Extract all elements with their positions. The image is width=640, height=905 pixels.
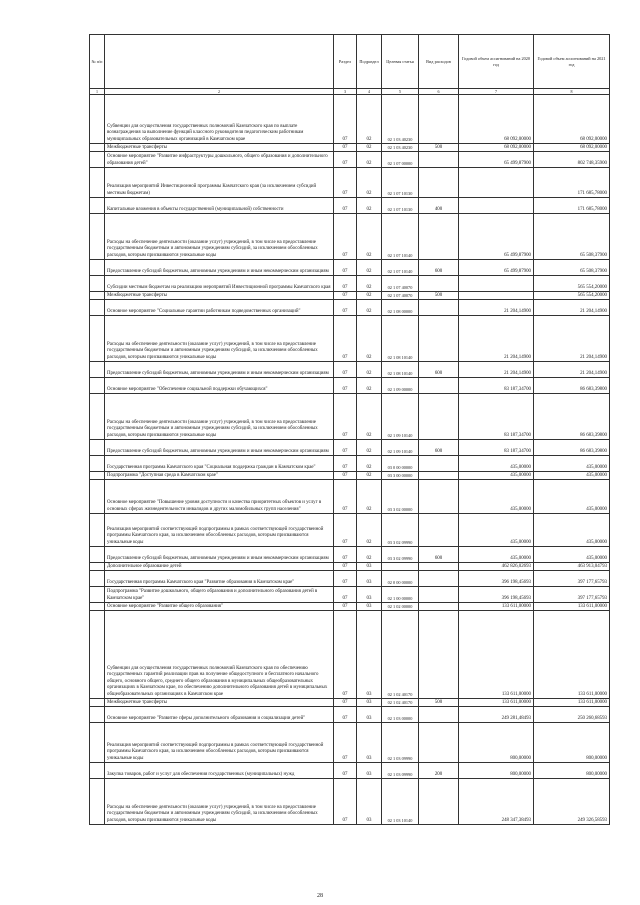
item-name: Предоставление субсидий бюджетным, автономным учреждениям и иным некоммерческим организациям bbox=[105, 440, 334, 456]
num-cell bbox=[90, 763, 105, 779]
target-article-cell: 02 1 03 10140 bbox=[382, 779, 419, 825]
item-name: Предоставление субсидий бюджетным, автономным учреждениям и иным некоммерческим организациям bbox=[105, 362, 334, 378]
amount-2021-cell: 800,00000 bbox=[534, 723, 610, 763]
table-row bbox=[90, 456, 610, 472]
expense-type-cell bbox=[419, 571, 459, 587]
amount-2021-cell: 250 260,68593 bbox=[534, 707, 610, 723]
table-row bbox=[90, 152, 610, 168]
item-name: Дополнительное образование детей bbox=[105, 563, 334, 571]
item-name: Подпрограмма "Доступная среда в Камчатском крае" bbox=[105, 472, 334, 480]
header-podrazdel: Подраздел bbox=[357, 35, 382, 89]
target-article-cell: 02 1 09 10140 bbox=[382, 394, 419, 440]
table-row bbox=[90, 168, 610, 198]
table-row bbox=[90, 394, 610, 440]
target-article-cell: 02 1 07 10130 bbox=[382, 168, 419, 198]
amount-2020-cell: 396 198,45693 bbox=[459, 571, 534, 587]
column-number: 4 bbox=[357, 89, 382, 95]
table-row bbox=[90, 300, 610, 316]
amount-2021-cell: 435,00000 bbox=[534, 547, 610, 563]
amount-2021-cell: 435,00000 bbox=[534, 456, 610, 472]
razdel-cell: 07 bbox=[334, 480, 357, 514]
expense-type-cell bbox=[419, 514, 459, 547]
item-name: Реализация мероприятий Инвестиционной программы Камчатского края (за исключением субсидий местным бюджетам) bbox=[105, 168, 334, 198]
podrazdel-cell: 02 bbox=[357, 292, 382, 300]
amount-2021-cell: 86 683,39800 bbox=[534, 378, 610, 394]
razdel-cell: 07 bbox=[334, 440, 357, 456]
amount-2020-cell bbox=[459, 168, 534, 198]
razdel-cell: 07 bbox=[334, 456, 357, 472]
podrazdel-cell: 02 bbox=[357, 480, 382, 514]
razdel-cell: 07 bbox=[334, 214, 357, 260]
razdel-cell: 07 bbox=[334, 144, 357, 152]
table-row bbox=[90, 587, 610, 603]
podrazdel-cell: 02 bbox=[357, 260, 382, 276]
table-row bbox=[90, 723, 610, 763]
expense-type-cell bbox=[419, 276, 459, 292]
podrazdel-cell: 02 bbox=[357, 168, 382, 198]
podrazdel-cell: 03 bbox=[357, 563, 382, 571]
podrazdel-cell: 02 bbox=[357, 300, 382, 316]
item-name: Расходы на обеспечение деятельности (оказание услуг) учреждений, в том числе на предоставление государственным бюджетным и автономным учреждениям субсидий, за исключением обособленных расходов, которым присваиваются уникальные коды bbox=[105, 394, 334, 440]
num-cell bbox=[90, 611, 105, 699]
item-name: Предоставление субсидий бюджетным, автономным учреждениям и иным некоммерческим организациям bbox=[105, 547, 334, 563]
target-article-cell: 02 1 02 40170 bbox=[382, 699, 419, 707]
expense-type-cell bbox=[419, 480, 459, 514]
target-article-cell: 02 1 07 40070 bbox=[382, 276, 419, 292]
razdel-cell: 07 bbox=[334, 260, 357, 276]
table-row bbox=[90, 198, 610, 214]
amount-2021-cell: 21 204,14900 bbox=[534, 300, 610, 316]
expense-type-cell: 500 bbox=[419, 699, 459, 707]
num-cell bbox=[90, 95, 105, 144]
expense-type-cell: 500 bbox=[419, 144, 459, 152]
item-name: Реализация мероприятий соответствующей подпрограммы в рамках соответствующей государственной программы Камчатского края, за исключением обособленных расходов, которым присваиваются уникальные коды bbox=[105, 514, 334, 547]
amount-2020-cell: 249 281,48493 bbox=[459, 707, 534, 723]
amount-2021-cell: 65 508,37900 bbox=[534, 214, 610, 260]
target-article-cell: 02 1 08 10140 bbox=[382, 316, 419, 362]
razdel-cell: 07 bbox=[334, 300, 357, 316]
header-target-article: Целевая статья bbox=[382, 35, 419, 89]
target-article-cell: 03 0 00 00000 bbox=[382, 456, 419, 472]
expense-type-cell: 400 bbox=[419, 198, 459, 214]
num-cell bbox=[90, 168, 105, 198]
amount-2020-cell: 800,00000 bbox=[459, 723, 534, 763]
table-row bbox=[90, 472, 610, 480]
expense-type-cell bbox=[419, 152, 459, 168]
amount-2020-cell: 133 611,00000 bbox=[459, 611, 534, 699]
amount-2021-cell: 133 611,00000 bbox=[534, 611, 610, 699]
expense-type-cell bbox=[419, 378, 459, 394]
table-row bbox=[90, 563, 610, 571]
amount-2021-cell: 65 508,37900 bbox=[534, 260, 610, 276]
table-row bbox=[90, 763, 610, 779]
target-article-cell: 02 1 09 00000 bbox=[382, 378, 419, 394]
item-name: Основное мероприятие "Развитие сферы дополнительного образования и социализации детей" bbox=[105, 707, 334, 723]
expense-type-cell: 600 bbox=[419, 260, 459, 276]
num-cell bbox=[90, 707, 105, 723]
header-razdel: Раздел bbox=[334, 35, 357, 89]
target-article-cell: 02 1 07 10140 bbox=[382, 260, 419, 276]
target-article-cell: 03 3 02 09990 bbox=[382, 514, 419, 547]
num-cell bbox=[90, 571, 105, 587]
item-name: Подпрограмма "Развитие дошкольного, общего образования и дополнительного образования детей в Камчатском крае" bbox=[105, 587, 334, 603]
num-cell bbox=[90, 547, 105, 563]
target-article-cell: 02 1 07 00000 bbox=[382, 152, 419, 168]
razdel-cell: 07 bbox=[334, 362, 357, 378]
expense-type-cell: 500 bbox=[419, 292, 459, 300]
num-cell bbox=[90, 779, 105, 825]
expense-type-cell: 600 bbox=[419, 547, 459, 563]
amount-2020-cell bbox=[459, 292, 534, 300]
amount-2021-cell: 21 204,14900 bbox=[534, 362, 610, 378]
target-article-cell: 02 1 03 00000 bbox=[382, 707, 419, 723]
item-name: Основное мероприятие "Социальные гарантии работникам подведомственных организаций" bbox=[105, 300, 334, 316]
target-article-cell: 03 3 02 09990 bbox=[382, 547, 419, 563]
column-number: 2 bbox=[105, 89, 334, 95]
table-row bbox=[90, 276, 610, 292]
podrazdel-cell: 02 bbox=[357, 472, 382, 480]
amount-2021-cell: 463 913,04793 bbox=[534, 563, 610, 571]
razdel-cell: 07 bbox=[334, 514, 357, 547]
amount-2021-cell: 21 204,14900 bbox=[534, 316, 610, 362]
expense-type-cell bbox=[419, 316, 459, 362]
item-name: Основное мероприятие "Повышение уровня доступности и качества приоритетных объектов и услуг в основных сферах жизнедеятельности инвалидов и других маломобильных групп населения" bbox=[105, 480, 334, 514]
podrazdel-cell: 02 bbox=[357, 316, 382, 362]
table-row bbox=[90, 292, 610, 300]
razdel-cell: 07 bbox=[334, 699, 357, 707]
page-number: 28 bbox=[317, 893, 323, 899]
podrazdel-cell: 03 bbox=[357, 779, 382, 825]
podrazdel-cell: 02 bbox=[357, 547, 382, 563]
amount-2021-cell: 435,00000 bbox=[534, 480, 610, 514]
item-name: Субвенции для осуществления государственных полномочий Камчатского края по выплате вознаграждения за выполнение функций классного руководителя педагогическим работникам муниципальных образовательных организаций в Камчатском крае bbox=[105, 95, 334, 144]
amount-2021-cell: 800,00000 bbox=[534, 763, 610, 779]
num-cell bbox=[90, 472, 105, 480]
razdel-cell: 07 bbox=[334, 611, 357, 699]
razdel-cell: 07 bbox=[334, 394, 357, 440]
table-row bbox=[90, 571, 610, 587]
razdel-cell: 07 bbox=[334, 563, 357, 571]
item-name: Предоставление субсидий бюджетным, автономным учреждениям и иным некоммерческим организациям bbox=[105, 260, 334, 276]
expense-type-cell bbox=[419, 587, 459, 603]
target-article-cell: 02 1 09 10140 bbox=[382, 440, 419, 456]
podrazdel-cell: 03 bbox=[357, 707, 382, 723]
amount-2020-cell: 435,00000 bbox=[459, 514, 534, 547]
table-row bbox=[90, 514, 610, 547]
razdel-cell: 07 bbox=[334, 763, 357, 779]
budget-table bbox=[89, 34, 610, 825]
razdel-cell: 07 bbox=[334, 707, 357, 723]
num-cell bbox=[90, 292, 105, 300]
amount-2020-cell: 65 499,87900 bbox=[459, 260, 534, 276]
razdel-cell: 07 bbox=[334, 378, 357, 394]
razdel-cell: 07 bbox=[334, 316, 357, 362]
amount-2020-cell: 21 204,14900 bbox=[459, 362, 534, 378]
expense-type-cell bbox=[419, 456, 459, 472]
amount-2021-cell: 86 683,39800 bbox=[534, 440, 610, 456]
target-article-cell: 02 0 00 00000 bbox=[382, 571, 419, 587]
column-number: 7 bbox=[459, 89, 534, 95]
num-cell bbox=[90, 723, 105, 763]
table-body bbox=[90, 95, 610, 825]
expense-type-cell bbox=[419, 214, 459, 260]
item-name: Межбюджетные трансферты bbox=[105, 144, 334, 152]
column-number: 5 bbox=[382, 89, 419, 95]
item-name: Субсидии местным бюджетам на реализацию мероприятий Инвестиционной программы Камчатского края bbox=[105, 276, 334, 292]
num-cell bbox=[90, 440, 105, 456]
table-row bbox=[90, 440, 610, 456]
amount-2021-cell: 68 092,00000 bbox=[534, 144, 610, 152]
expense-type-cell: 200 bbox=[419, 763, 459, 779]
target-article-cell: 02 1 03 09990 bbox=[382, 723, 419, 763]
amount-2021-cell: 565 554,20000 bbox=[534, 276, 610, 292]
amount-2020-cell: 248 347,38493 bbox=[459, 779, 534, 825]
item-name: Межбюджетные трансферты bbox=[105, 699, 334, 707]
table-row bbox=[90, 95, 610, 144]
item-name: Основное мероприятие "Развитие инфраструктуры дошкольного, общего образования и дополнительного образования детей" bbox=[105, 152, 334, 168]
expense-type-cell bbox=[419, 723, 459, 763]
item-name: Государственная программа Камчатского края "Развитие образования в Камчатском крае" bbox=[105, 571, 334, 587]
num-cell bbox=[90, 378, 105, 394]
num-cell bbox=[90, 144, 105, 152]
column-number: 8 bbox=[534, 89, 610, 95]
target-article-cell: 02 1 08 00000 bbox=[382, 300, 419, 316]
table-row bbox=[90, 362, 610, 378]
column-number: 6 bbox=[419, 89, 459, 95]
podrazdel-cell: 02 bbox=[357, 514, 382, 547]
table-row bbox=[90, 144, 610, 152]
expense-type-cell bbox=[419, 707, 459, 723]
target-article-cell: 02 1 07 10130 bbox=[382, 198, 419, 214]
num-cell bbox=[90, 152, 105, 168]
podrazdel-cell: 03 bbox=[357, 603, 382, 611]
razdel-cell: 07 bbox=[334, 603, 357, 611]
amount-2021-cell: 171 685,78000 bbox=[534, 198, 610, 214]
target-article-cell: 02 1 03 09990 bbox=[382, 763, 419, 779]
target-article-cell: 02 1 08 10140 bbox=[382, 362, 419, 378]
expense-type-cell bbox=[419, 779, 459, 825]
num-cell bbox=[90, 603, 105, 611]
razdel-cell: 07 bbox=[334, 723, 357, 763]
razdel-cell: 07 bbox=[334, 152, 357, 168]
razdel-cell: 07 bbox=[334, 571, 357, 587]
razdel-cell: 07 bbox=[334, 95, 357, 144]
column-number: 3 bbox=[334, 89, 357, 95]
column-number: 1 bbox=[90, 89, 105, 95]
amount-2021-cell: 133 611,00000 bbox=[534, 699, 610, 707]
amount-2020-cell bbox=[459, 276, 534, 292]
table-row bbox=[90, 547, 610, 563]
item-name: Основное мероприятие "Обеспечение социальной поддержки обучающихся" bbox=[105, 378, 334, 394]
table-row bbox=[90, 707, 610, 723]
item-name: Капитальные вложения в объекты государственной (муниципальной) собственности bbox=[105, 198, 334, 214]
num-cell bbox=[90, 514, 105, 547]
table-row bbox=[90, 699, 610, 707]
num-cell bbox=[90, 699, 105, 707]
amount-2021-cell: 249 326,58593 bbox=[534, 779, 610, 825]
item-name: Расходы на обеспечение деятельности (оказание услуг) учреждений, в том числе на предоставление государственным бюджетным и автономным учреждениям субсидий, за исключением обособленных расходов, которым присваиваются уникальные коды bbox=[105, 214, 334, 260]
target-article-cell: 02 1 07 40070 bbox=[382, 292, 419, 300]
header-expense-type: Вид расходов bbox=[419, 35, 459, 89]
amount-2021-cell: 171 685,78000 bbox=[534, 168, 610, 198]
razdel-cell: 07 bbox=[334, 779, 357, 825]
num-cell bbox=[90, 316, 105, 362]
num-cell bbox=[90, 198, 105, 214]
num-cell bbox=[90, 394, 105, 440]
amount-2020-cell: 65 499,87900 bbox=[459, 214, 534, 260]
razdel-cell: 07 bbox=[334, 472, 357, 480]
expense-type-cell bbox=[419, 300, 459, 316]
item-name: Расходы на обеспечение деятельности (оказание услуг) учреждений, в том числе на предоставление государственным бюджетным и автономным учреждениям субсидий, за исключением обособленных расходов, которым присваиваются уникальные коды bbox=[105, 316, 334, 362]
item-name: Закупка товаров, работ и услуг для обеспечения государственных (муниципальных) нужд bbox=[105, 763, 334, 779]
amount-2020-cell: 435,00000 bbox=[459, 456, 534, 472]
podrazdel-cell: 02 bbox=[357, 214, 382, 260]
podrazdel-cell: 03 bbox=[357, 571, 382, 587]
header-amount-2021: Годовой объем ассигнований на 2021 год bbox=[534, 35, 610, 89]
podrazdel-cell: 02 bbox=[357, 362, 382, 378]
target-article-cell: 03 3 00 00000 bbox=[382, 472, 419, 480]
num-cell bbox=[90, 563, 105, 571]
amount-2020-cell: 68 092,00000 bbox=[459, 95, 534, 144]
amount-2020-cell: 435,00000 bbox=[459, 480, 534, 514]
podrazdel-cell: 03 bbox=[357, 723, 382, 763]
num-cell bbox=[90, 480, 105, 514]
item-name: Межбюджетные трансферты bbox=[105, 292, 334, 300]
target-article-cell: 02 1 00 00000 bbox=[382, 587, 419, 603]
item-name: Государственная программа Камчатского края "Социальная поддержка граждан в Камчатском крае" bbox=[105, 456, 334, 472]
razdel-cell: 07 bbox=[334, 547, 357, 563]
num-cell bbox=[90, 456, 105, 472]
amount-2020-cell: 435,00000 bbox=[459, 547, 534, 563]
item-name: Расходы на обеспечение деятельности (оказание услуг) учреждений, в том числе на предоставление государственным бюджетным и автономным учреждениям субсидий, за исключением обособленных расходов, которым присваиваются уникальные коды bbox=[105, 779, 334, 825]
expense-type-cell: 600 bbox=[419, 362, 459, 378]
amount-2021-cell: 802 748,35900 bbox=[534, 152, 610, 168]
amount-2020-cell: 435,00000 bbox=[459, 472, 534, 480]
razdel-cell: 07 bbox=[334, 276, 357, 292]
podrazdel-cell: 02 bbox=[357, 144, 382, 152]
podrazdel-cell: 03 bbox=[357, 699, 382, 707]
podrazdel-cell: 03 bbox=[357, 587, 382, 603]
item-name: Субвенции для осуществления государственных полномочий Камчатского края по обеспечению государственных гарантий реализации прав на получение общедоступного и бесплатного начального общего, основного общего, среднего общего образования в муниципальных общеобразовательных организациях в Камчатском крае, по обеспечению дополнительного образования детей в муниципальных общеобразовательных организациях в Камчатском крае bbox=[105, 611, 334, 699]
amount-2020-cell: 83 187,34700 bbox=[459, 440, 534, 456]
expense-type-cell bbox=[419, 563, 459, 571]
table-row bbox=[90, 779, 610, 825]
target-article-cell: 02 1 03 40230 bbox=[382, 144, 419, 152]
podrazdel-cell: 02 bbox=[357, 198, 382, 214]
podrazdel-cell: 02 bbox=[357, 394, 382, 440]
header-amount-2020: Годовой объем ассигнований на 2020 год bbox=[459, 35, 534, 89]
podrazdel-cell: 02 bbox=[357, 440, 382, 456]
table-row bbox=[90, 480, 610, 514]
podrazdel-cell: 03 bbox=[357, 611, 382, 699]
amount-2020-cell: 800,00000 bbox=[459, 763, 534, 779]
expense-type-cell bbox=[419, 168, 459, 198]
amount-2020-cell: 68 092,00000 bbox=[459, 144, 534, 152]
razdel-cell: 07 bbox=[334, 168, 357, 198]
num-cell bbox=[90, 276, 105, 292]
table-row bbox=[90, 260, 610, 276]
razdel-cell: 07 bbox=[334, 292, 357, 300]
num-cell bbox=[90, 362, 105, 378]
header-name bbox=[105, 35, 334, 89]
target-article-cell: 02 1 03 40230 bbox=[382, 95, 419, 144]
expense-type-cell bbox=[419, 95, 459, 144]
table-row bbox=[90, 603, 610, 611]
table-header bbox=[90, 35, 610, 95]
podrazdel-cell: 02 bbox=[357, 276, 382, 292]
amount-2020-cell: 133 611,00000 bbox=[459, 699, 534, 707]
amount-2020-cell: 65 499,87900 bbox=[459, 152, 534, 168]
amount-2021-cell: 68 092,00000 bbox=[534, 95, 610, 144]
amount-2020-cell: 396 198,45693 bbox=[459, 587, 534, 603]
table-row bbox=[90, 378, 610, 394]
podrazdel-cell: 02 bbox=[357, 378, 382, 394]
header-num: № п/п bbox=[90, 35, 105, 89]
num-cell bbox=[90, 214, 105, 260]
amount-2020-cell: 21 204,14900 bbox=[459, 300, 534, 316]
amount-2021-cell: 397 177,65793 bbox=[534, 571, 610, 587]
num-cell bbox=[90, 300, 105, 316]
podrazdel-cell: 02 bbox=[357, 456, 382, 472]
amount-2020-cell: 83 187,34700 bbox=[459, 394, 534, 440]
expense-type-cell bbox=[419, 472, 459, 480]
amount-2021-cell: 435,00000 bbox=[534, 514, 610, 547]
target-article-cell bbox=[382, 563, 419, 571]
num-cell bbox=[90, 260, 105, 276]
expense-type-cell bbox=[419, 394, 459, 440]
table-row bbox=[90, 214, 610, 260]
target-article-cell: 02 1 07 10140 bbox=[382, 214, 419, 260]
podrazdel-cell: 02 bbox=[357, 95, 382, 144]
expense-type-cell: 600 bbox=[419, 440, 459, 456]
razdel-cell: 07 bbox=[334, 587, 357, 603]
target-article-cell: 02 1 02 00000 bbox=[382, 603, 419, 611]
podrazdel-cell: 03 bbox=[357, 763, 382, 779]
amount-2021-cell: 435,00000 bbox=[534, 472, 610, 480]
expense-type-cell bbox=[419, 611, 459, 699]
razdel-cell: 07 bbox=[334, 198, 357, 214]
amount-2020-cell: 21 204,14900 bbox=[459, 316, 534, 362]
expense-type-cell bbox=[419, 603, 459, 611]
amount-2021-cell: 397 177,65793 bbox=[534, 587, 610, 603]
podrazdel-cell: 02 bbox=[357, 152, 382, 168]
target-article-cell: 03 3 02 00000 bbox=[382, 480, 419, 514]
item-name: Реализация мероприятий соответствующей подпрограммы в рамках соответствующей государственной программы Камчатского края, за исключением обособленных расходов, которым присваиваются уникальные коды bbox=[105, 723, 334, 763]
table-row bbox=[90, 611, 610, 699]
amount-2021-cell: 133 611,00000 bbox=[534, 603, 610, 611]
amount-2020-cell: 133 611,00000 bbox=[459, 603, 534, 611]
amount-2021-cell: 86 683,39800 bbox=[534, 394, 610, 440]
num-cell bbox=[90, 587, 105, 603]
target-article-cell: 02 1 02 40170 bbox=[382, 611, 419, 699]
amount-2020-cell: 462 826,02693 bbox=[459, 563, 534, 571]
amount-2020-cell: 83 187,34700 bbox=[459, 378, 534, 394]
amount-2020-cell bbox=[459, 198, 534, 214]
table-row bbox=[90, 316, 610, 362]
item-name: Основное мероприятие "Развитие общего образования" bbox=[105, 603, 334, 611]
amount-2021-cell: 565 554,20000 bbox=[534, 292, 610, 300]
